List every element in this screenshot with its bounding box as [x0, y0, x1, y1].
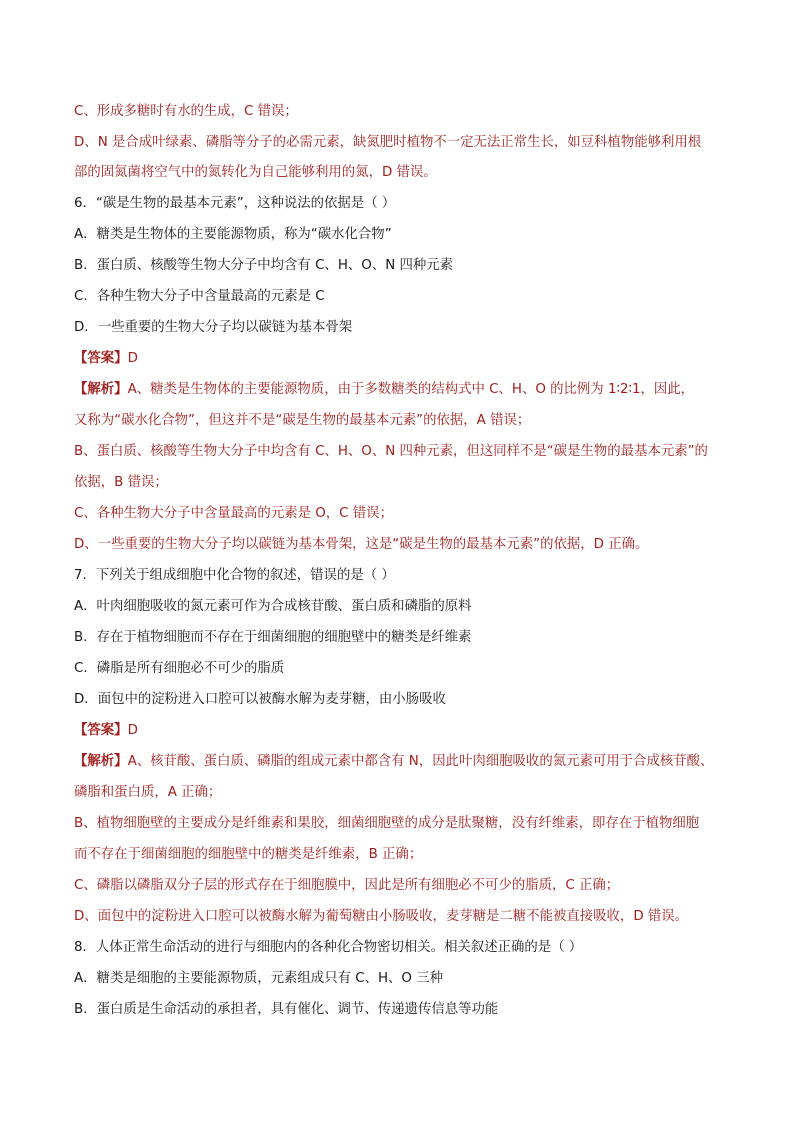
q6-option-a: A．糖类是生物体的主要能源物质，称为“碳水化合物”: [74, 227, 392, 242]
analysis-tag: 【解析】: [74, 382, 128, 397]
q8-stem: 8．人体正常生命活动的进行与细胞内的各种化合物密切相关。相关叙述正确的是（ ）: [74, 940, 583, 955]
q5-analysis-d-line1: D、N 是合成叶绿素、磷脂等分子的必需元素，缺氮肥时植物不一定无法正常生长，如豆科植物能够利用根: [74, 135, 702, 150]
q7-option-d: D．面包中的淀粉进入口腔可以被酶水解为麦芽糖，由小肠吸收: [74, 692, 446, 707]
q7-analysis-a-line2: 磷脂和蛋白质，A 正确；: [74, 785, 222, 800]
q7-stem: 7．下列关于组成细胞中化合物的叙述，错误的是（ ）: [74, 568, 395, 583]
q7-analysis-b-line1: B、植物细胞壁的主要成分是纤维素和果胶，细菌细胞壁的成分是肽聚糖，没有纤维素，即存在于植物细胞: [74, 816, 700, 831]
analysis-tag: 【解析】: [74, 754, 128, 769]
q8-option-a: A．糖类是细胞的主要能源物质，元素组成只有 C、H、O 三种: [74, 971, 444, 986]
q6-analysis-b-line2: 依据，B 错误；: [74, 475, 168, 490]
q5-analysis-c: C、形成多糖时有水的生成，C 错误；: [74, 104, 298, 119]
q7-analysis-d: D、面包中的淀粉进入口腔可以被酶水解为葡萄糖由小肠吸收，麦芽糖是二糖不能被直接吸收，D 错误。: [74, 909, 689, 924]
q6-stem: 6．“碳是生物的最基本元素”，这种说法的依据是（ ）: [74, 196, 396, 211]
answer-tag: 【答案】: [74, 351, 128, 366]
q5-analysis-d-line2: 部的固氮菌将空气中的氮转化为自己能够利用的氮，D 错误。: [74, 165, 437, 180]
q8-option-b: B．蛋白质是生命活动的承担者，具有催化、调节、传递遗传信息等功能: [74, 1002, 499, 1017]
q7-analysis-c: C、磷脂以磷脂双分子层的形式存在于细胞膜中，因此是所有细胞必不可少的脂质，C 正确；: [74, 878, 620, 893]
analysis-text: A、核苷酸、蛋白质、磷脂的组成元素中都含有 N，因此叶肉细胞吸收的氮元素可用于合成核苷酸、: [127, 754, 714, 769]
answer-value: D: [127, 723, 138, 738]
q7-option-b: B．存在于植物细胞而不存在于细菌细胞的细胞壁中的糖类是纤维素: [74, 630, 472, 645]
q7-option-a: A．叶肉细胞吸收的氮元素可作为合成核苷酸、蛋白质和磷脂的原料: [74, 599, 472, 614]
q6-option-b: B．蛋白质、核酸等生物大分子中均含有 C、H、O、N 四种元素: [74, 258, 454, 273]
q7-option-c: C．磷脂是所有细胞必不可少的脂质: [74, 661, 285, 676]
q6-analysis-c: C、各种生物大分子中含量最高的元素是 O，C 错误；: [74, 506, 393, 521]
answer-tag: 【答案】: [74, 723, 128, 738]
q6-analysis-a-line1: [74, 380, 694, 400]
q6-analysis-b-line1: B、蛋白质、核酸等生物大分子中均含有 C、H、O、N 四种元素，但这同样不是“碳是生物的最基本元素”的: [74, 444, 708, 459]
q7-analysis-b-line2: 而不存在于细菌细胞的细胞壁中的糖类是纤维素，B 正确；: [74, 847, 423, 862]
q6-answer: [74, 349, 138, 369]
q6-option-c: C．各种生物大分子中含量最高的元素是 C: [74, 289, 325, 304]
q6-analysis-a-line2: 又称为“碳水化合物”，但这并不是“碳是生物的最基本元素”的依据，A 错误；: [74, 413, 531, 428]
q7-answer: [74, 721, 138, 741]
q7-analysis-a-line1: [74, 752, 713, 772]
analysis-text: A、糖类是生物体的主要能源物质，由于多数糖类的结构式中 C、H、O 的比例为 1∶2∶1，因此，: [127, 382, 695, 397]
q6-option-d: D．一些重要的生物大分子均以碳链为基本骨架: [74, 320, 353, 335]
answer-value: D: [127, 351, 138, 366]
q6-analysis-d: D、一些重要的生物大分子均以碳链为基本骨架，这是“碳是生物的最基本元素”的依据，D 正确。: [74, 537, 649, 552]
